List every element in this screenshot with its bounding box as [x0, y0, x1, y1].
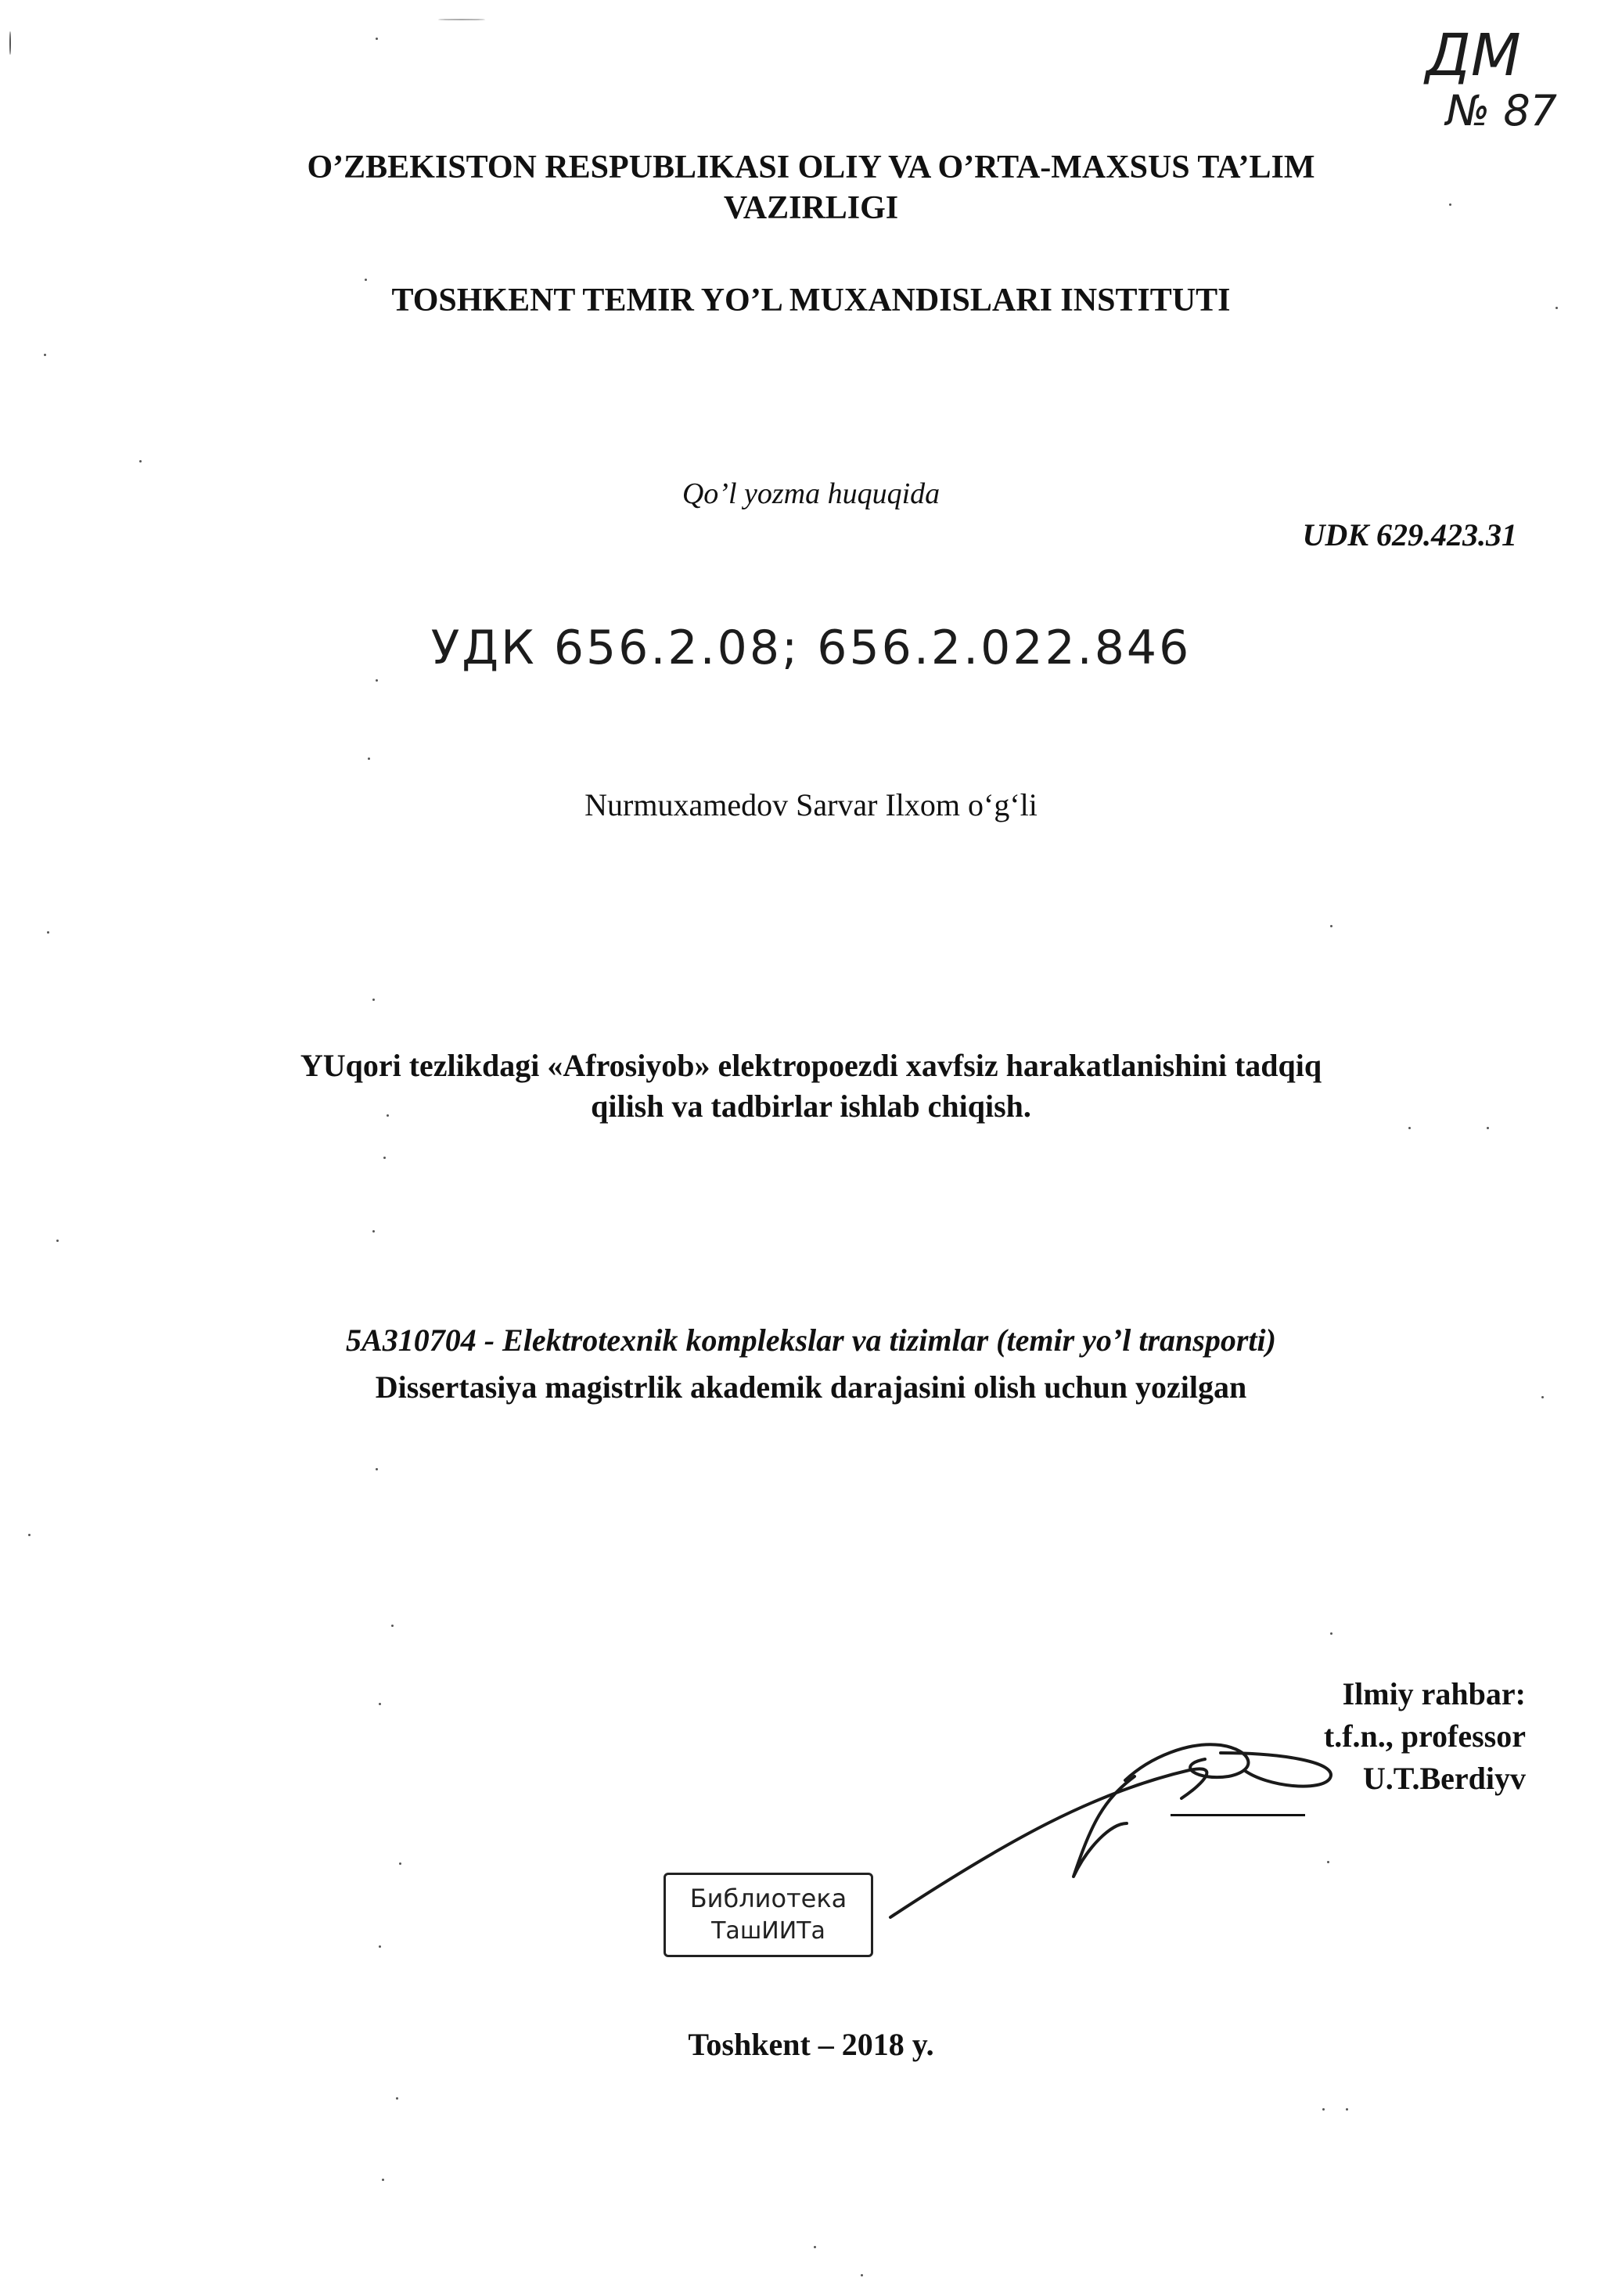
speck — [1449, 203, 1451, 206]
speck — [379, 1945, 381, 1948]
speck — [376, 1468, 378, 1470]
speck — [28, 1534, 31, 1536]
speck — [1330, 1632, 1332, 1635]
speck — [391, 1625, 394, 1627]
ministry-line1: O’ZBEKISTON RESPUBLIKASI OLIY VA O’RTA-MAXSUS TA’LIM — [307, 149, 1315, 185]
speck — [368, 758, 370, 760]
speck — [56, 1240, 59, 1242]
handwritten-udk: УДК 656.2.08; 656.2.022.846 — [430, 621, 1192, 675]
speck — [1330, 925, 1332, 927]
speck — [396, 2097, 398, 2100]
udk-code: UDK 629.423.31 — [1302, 517, 1517, 552]
speck — [376, 38, 378, 40]
specialty-name: Elektrotexnik komplekslar va tizimlar (temir yo’l transporti) — [502, 1323, 1276, 1358]
speck — [1322, 2108, 1325, 2111]
supervisor-name: U.T.Berdiyv — [1362, 1761, 1526, 1796]
speck — [383, 1157, 386, 1159]
speck — [139, 460, 142, 462]
thesis-title-line1: YUqori tezlikdagi «Afrosiyob» elektropoezdi xavfsiz harakatlanishini tadqiq — [300, 1048, 1322, 1083]
speck — [9, 31, 11, 55]
speck — [1487, 1127, 1489, 1129]
speck — [44, 354, 46, 356]
ministry-line2: VAZIRLIGI — [723, 190, 899, 226]
specialty-code: 5A310704 - — [346, 1323, 495, 1358]
supervisor-heading: Ilmiy rahbar: — [1342, 1676, 1526, 1711]
institute-name: TOSHKENT TEMIR YO’L MUXANDISLARI INSTITUTI — [391, 283, 1231, 318]
library-stamp — [664, 1873, 873, 1957]
thesis-title-line2: qilish va tadbirlar ishlab chiqish. — [591, 1089, 1031, 1124]
place-year: Toshkent – 2018 y. — [688, 2027, 934, 2062]
speck — [379, 1703, 381, 1705]
stamp-line2: ТашИИТа — [711, 1917, 825, 1945]
speck — [399, 1862, 401, 1865]
speck — [814, 2246, 816, 2248]
speck — [387, 1114, 389, 1117]
speck — [861, 2274, 863, 2276]
speck — [376, 679, 378, 682]
speck — [1346, 2108, 1348, 2111]
stamp-line1: Библиотека — [689, 1884, 847, 1913]
speck — [438, 19, 485, 20]
speck — [1555, 307, 1558, 309]
speck — [1541, 1396, 1544, 1398]
speck — [1408, 1127, 1411, 1129]
speck — [372, 999, 375, 1001]
speck — [365, 279, 367, 281]
speck — [382, 2179, 384, 2181]
speck — [47, 931, 49, 934]
dissertation-purpose: Dissertasiya magistrlik akademik darajasini olish uchun yozilgan — [375, 1369, 1247, 1405]
corner-note-line2: № 87 — [1446, 86, 1558, 135]
author-name: Nurmuxamedov Sarvar Ilxom o‘g‘li — [584, 787, 1038, 822]
speck — [1327, 1861, 1329, 1863]
rights-note: Qo’l yozma huquqida — [682, 477, 940, 510]
supervisor-degree: t.f.n., professor — [1323, 1718, 1526, 1754]
corner-note-line1: ДМ — [1426, 22, 1521, 89]
speck — [372, 1230, 375, 1233]
